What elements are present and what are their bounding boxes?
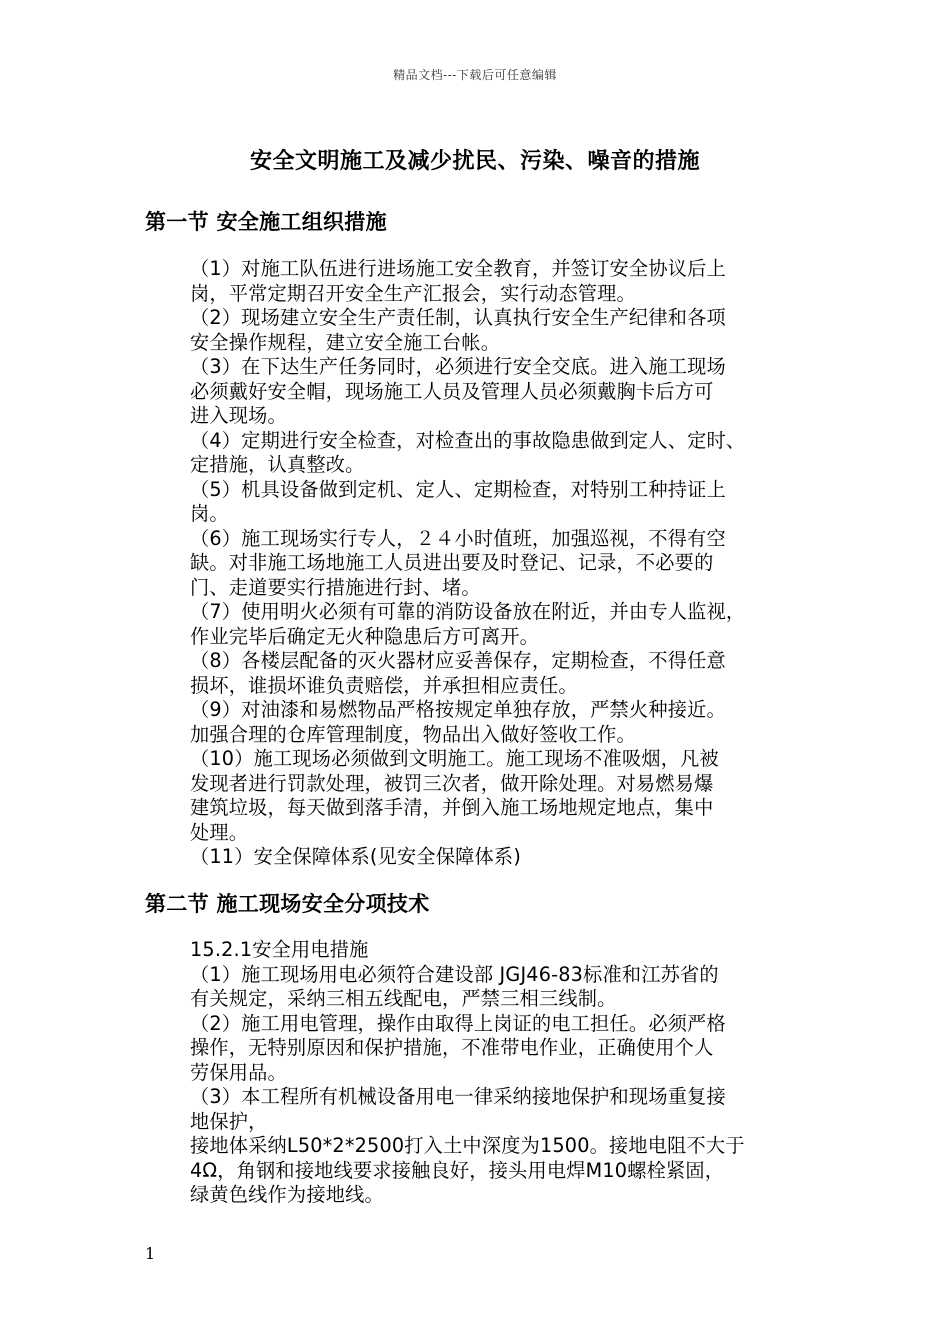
paragraph-line: 有关规定，采纳三相五线配电，严禁三相三线制。 — [190, 987, 617, 1010]
paragraph-line: 进入现场。 — [190, 404, 287, 427]
page-number: 1 — [145, 1244, 156, 1263]
paragraph-line: 接地体采纳L50*2*2500打入土中深度为1500。接地电阻不大于 — [190, 1134, 745, 1157]
paragraph-line: 缺。对非施工场地施工人员进出要及时登记、记录，不必要的 — [190, 551, 714, 574]
paragraph-line: （9）对油漆和易燃物品严格按规定单独存放，严禁火种接近。 — [190, 698, 726, 721]
paragraph-line: （2）现场建立安全生产责任制，认真执行安全生产纪律和各项 — [190, 306, 726, 329]
document-title: 安全文明施工及减少扰民、污染、噪音的措施 — [249, 149, 700, 174]
paragraph-line: 地保护， — [190, 1109, 268, 1133]
paragraph-line: （1）施工现场用电必须符合建设部 JGJ46-83标准和江苏省的 — [190, 962, 719, 986]
paragraph-line: （10）施工现场必须做到文明施工。施工现场不准吸烟，凡被 — [190, 747, 719, 770]
paragraph-line: （4）定期进行安全检查，对检查出的事故隐患做到定人、定时、 — [190, 428, 746, 452]
paragraph-line: 岗。 — [190, 502, 229, 525]
paragraph-line: 岗，平常定期召开安全生产汇报会，实行动态管理。 — [190, 281, 636, 305]
section-2-heading: 第二节 施工现场安全分项技术 — [145, 892, 430, 916]
paragraph-line: （11）安全保障体系(见安全保障体系) — [190, 845, 521, 868]
paragraph-line: （2）施工用电管理，操作由取得上岗证的电工担任。必须严格 — [190, 1011, 726, 1035]
paragraph-line: （5）机具设备做到定机、定人、定期检查，对特别工种持证上 — [190, 477, 726, 501]
subsection-title: 15.2.1安全用电措施 — [190, 938, 369, 961]
section-1-heading: 第一节 安全施工组织措施 — [145, 210, 387, 234]
paragraph-line: 处理。 — [190, 820, 249, 844]
paragraph-line: 损坏，谁损坏谁负责赔偿，并承担相应责任。 — [190, 673, 578, 697]
paragraph-line: 劳保用品。 — [190, 1060, 287, 1084]
paragraph-line: 4Ω，角钢和接地线要求接触良好，接头用电焊M10螺栓紧固， — [190, 1158, 725, 1182]
paragraph-line: （7）使用明火必须有可靠的消防设备放在附近，并由专人监视， — [190, 600, 746, 623]
paragraph-line: 发现者进行罚款处理，被罚三次者，做开除处理。对易燃易爆 — [190, 771, 714, 795]
paragraph-line: 加强合理的仓库管理制度，物品出入做好签收工作。 — [190, 722, 636, 746]
paragraph-line: 建筑垃圾，每天做到落手清，并倒入施工场地规定地点，集中 — [190, 796, 714, 819]
section-1-body — [190, 257, 830, 870]
section-2-body — [190, 938, 830, 1208]
paragraph-line: 门、走道要实行措施进行封、堵。 — [190, 575, 481, 599]
paragraph-line: 定措施，认真整改。 — [190, 453, 365, 476]
paragraph-line: （1）对施工队伍进行进场施工安全教育，并签订安全协议后上 — [190, 257, 726, 280]
paragraph-line: （3）在下达生产任务同时，必须进行安全交底。进入施工现场 — [190, 355, 726, 378]
page-header: 精品文档---下载后可任意编辑 — [393, 68, 557, 82]
paragraph-line: 必须戴好安全帽，现场施工人员及管理人员必须戴胸卡后方可 — [190, 379, 714, 403]
paragraph-line: 绿黄色线作为接地线。 — [190, 1183, 384, 1206]
paragraph-line: （3）本工程所有机械设备用电一律采纳接地保护和现场重复接 — [190, 1085, 726, 1108]
paragraph-line: 作业完毕后确定无火种隐患后方可离开。 — [190, 624, 539, 648]
paragraph-line: （6）施工现场实行专人，２４小时值班，加强巡视，不得有空 — [190, 526, 726, 550]
paragraph-line: （8）各楼层配备的灭火器材应妥善保存，定期检查，不得任意 — [190, 649, 726, 672]
paragraph-line: 安全操作规程，建立安全施工台帐。 — [190, 330, 501, 354]
paragraph-line: 操作，无特别原因和保护措施，不准带电作业，正确使用个人 — [190, 1036, 714, 1059]
